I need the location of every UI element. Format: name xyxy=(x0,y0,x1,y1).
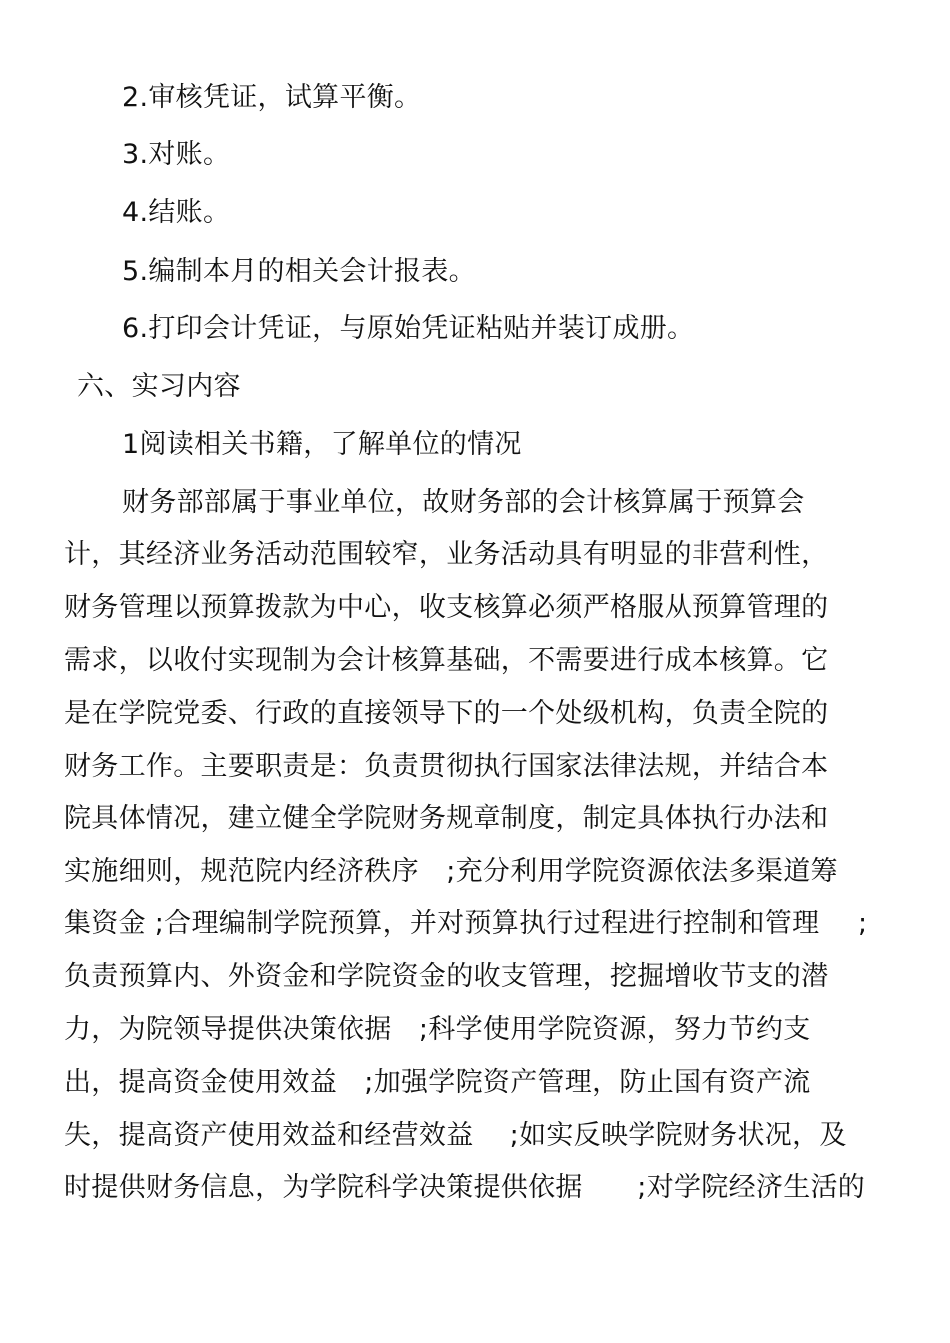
paragraph-line: 财务管理以预算拨款为中心，收支核算必须严格服从预算管理的 xyxy=(64,592,829,623)
step-6: 6.打印会计凭证，与原始凭证粘贴并装订成册。 xyxy=(122,313,695,344)
paragraph-line: 计，其经济业务活动范围较窄，业务活动具有明显的非营利性， xyxy=(64,539,829,570)
step-3: 3.对账。 xyxy=(122,139,231,170)
paragraph-line: 院具体情况，建立健全学院财务规章制度，制定具体执行办法和 xyxy=(64,803,829,834)
step-5: 5.编制本月的相关会计报表。 xyxy=(122,256,476,287)
paragraph-line: 财务部部属于事业单位，故财务部的会计核算属于预算会 xyxy=(122,487,805,518)
paragraph-line: 集资金 ;合理编制学院预算，并对预算执行过程进行控制和管理 xyxy=(64,908,820,939)
subheading: 1阅读相关书籍，了解单位的情况 xyxy=(122,429,522,460)
paragraph-line: 时提供财务信息，为学院科学决策提供依据 ;对学院经济生活的 xyxy=(64,1172,866,1203)
paragraph-line: 财务工作。主要职责是：负责贯彻执行国家法律法规，并结合本 xyxy=(64,751,829,782)
paragraph-line: 是在学院党委、行政的直接领导下的一个处级机构，负责全院的 xyxy=(64,698,829,729)
paragraph-line: 力，为院领导提供决策依据 ;科学使用学院资源，努力节约支 xyxy=(64,1014,811,1045)
paragraph-line: 出，提高资金使用效益 ;加强学院资产管理，防止国有资产流 xyxy=(64,1067,811,1098)
paragraph-line: 失，提高资产使用效益和经营效益 ;如实反映学院财务状况，及 xyxy=(64,1120,847,1151)
step-4: 4.结账。 xyxy=(122,197,231,228)
paragraph-line: 负责预算内、外资金和学院资金的收支管理，挖掘增收节支的潜 xyxy=(64,961,829,992)
step-2: 2.审核凭证，试算平衡。 xyxy=(122,82,422,113)
section-heading: 六、实习内容 xyxy=(77,371,241,402)
paragraph-line: 实施细则，规范院内经济秩序 ;充分利用学院资源依法多渠道筹 xyxy=(64,856,838,887)
paragraph-line: 需求，以收付实现制为会计核算基础，不需要进行成本核算。它 xyxy=(64,645,829,676)
paragraph-line-tail: ; xyxy=(858,908,868,939)
